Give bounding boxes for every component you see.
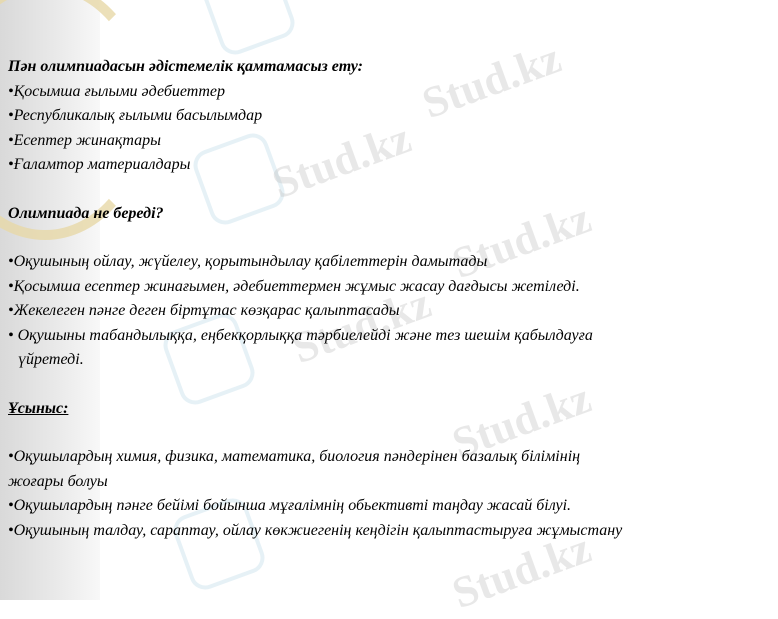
list-item: •Қосымша ғылыми әдебиеттер (8, 82, 225, 100)
list-item: •Республикалық ғылыми басылымдар (8, 107, 263, 124)
spacer (8, 178, 776, 202)
watermark-text: Stud.kz (265, 113, 418, 208)
spacer (8, 226, 776, 250)
list-item: •Ғаламтор материалдары (8, 156, 191, 173)
section-heading: Пән олимпиадасын әдістемелік қамтамасыз ету: (8, 58, 363, 75)
spacer (8, 373, 776, 397)
list-item: •Оқушылардың химия, физика, математика, биология пәндерінен базалық білімінің (8, 448, 581, 465)
section-heading: Олимпиада не береді? (8, 204, 164, 222)
watermark-logo-icon (199, 0, 299, 59)
list-item: •Оқушылардың пәнге бейімі бойынша мұғалімнің обьективті таңдау жасай білуі. (8, 497, 572, 514)
list-item: •Оқушының ойлау, жүйелеу, қорытындылау қабілеттерін дамытады (8, 253, 488, 270)
list-item: •Қосымша есептер жинағымен, әдебиеттермен жұмыс жасау дағдысы жетіледі. (8, 277, 580, 295)
list-item: жоғары болуы (8, 472, 108, 490)
list-item: •Жекелеген пәнге деген біртұтас көзқарас қалыптасады (8, 302, 400, 319)
section-heading: Ұсыныс: (8, 399, 69, 417)
list-item: •Оқушының талдау, сараптау, ойлау көкжиегенің кеңдігін қалыптастыруға жұмыстану (8, 521, 623, 539)
list-item-continuation: үйретеді. (18, 351, 84, 368)
watermark-text: Stud.kz (445, 373, 598, 468)
watermark-text: Stud.kz (445, 523, 598, 618)
spacer (8, 421, 776, 445)
document-body (8, 55, 776, 543)
list-item: •Есептер жинақтары (8, 131, 161, 149)
watermark-text: Stud.kz (445, 193, 598, 288)
list-item: • Оқушыны табандылыққа, еңбекқорлыққа тәрбиелейді және тез шешім қабылдауға (8, 326, 593, 344)
watermark-text: Stud.kz (415, 33, 568, 128)
watermark-text: Stud.kz (285, 278, 438, 373)
